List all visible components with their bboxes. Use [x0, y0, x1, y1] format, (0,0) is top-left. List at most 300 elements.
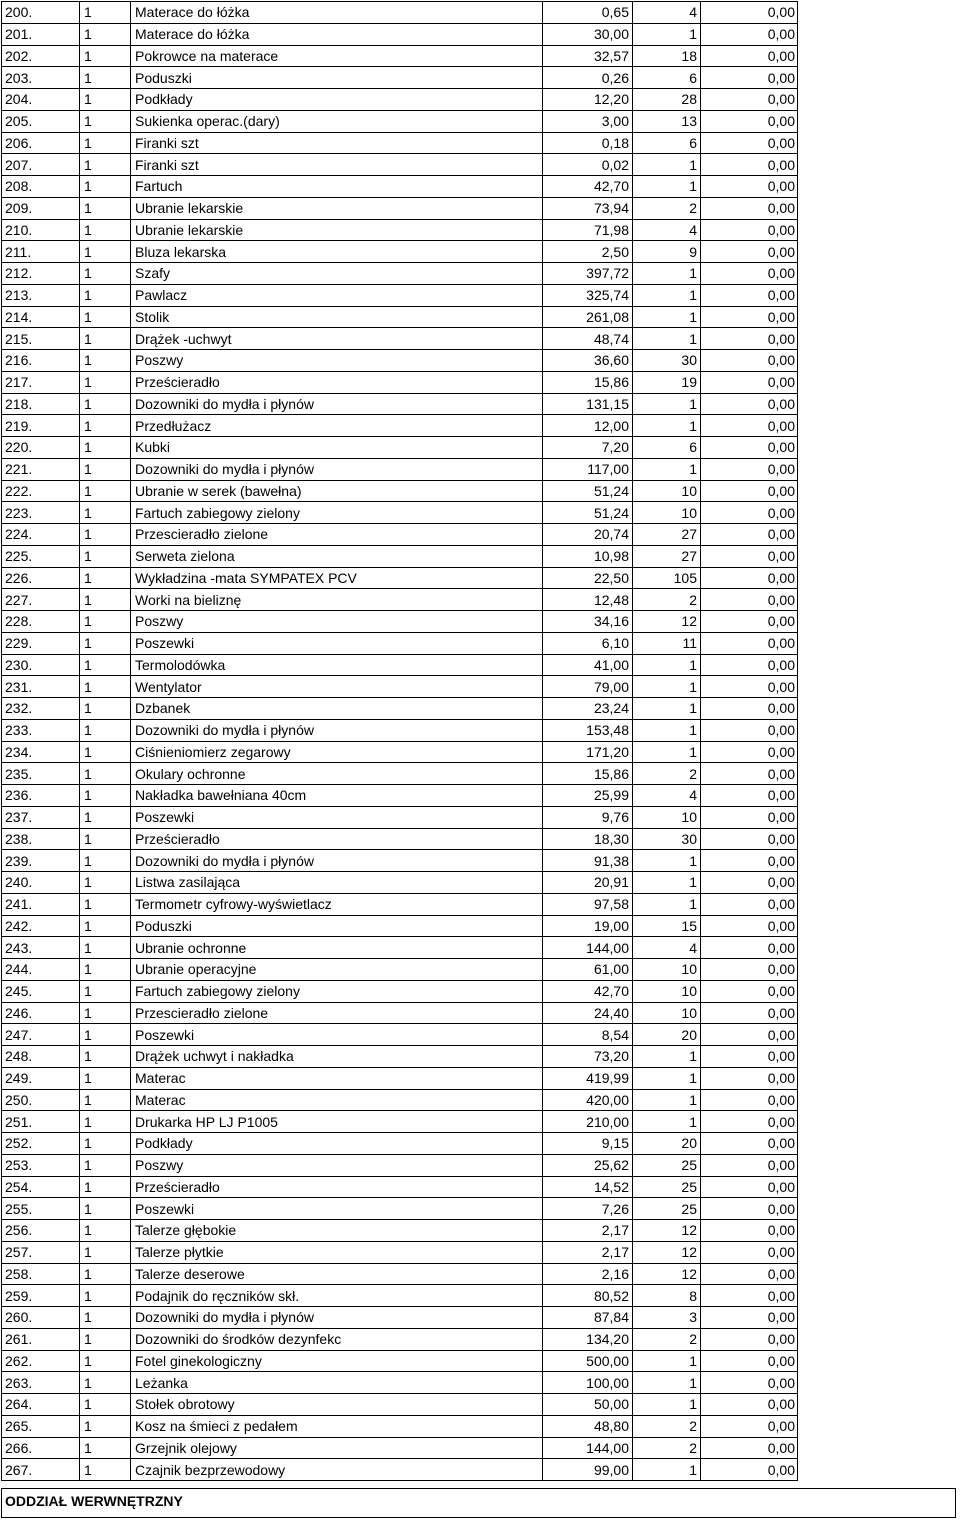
count-cell: 1: [633, 23, 701, 45]
count-cell: 10: [633, 959, 701, 981]
table-row: [2, 306, 798, 328]
item-name-cell: Drążek -uchwyt: [131, 328, 543, 350]
price-cell: 261,08: [543, 306, 633, 328]
value-cell: 0,00: [701, 719, 798, 741]
inventory-table: [1, 1, 798, 1481]
item-name-cell: Materace do łóżka: [131, 23, 543, 45]
price-cell: 22,50: [543, 567, 633, 589]
quantity-cell: 1: [80, 1394, 131, 1416]
value-cell: 0,00: [701, 241, 798, 263]
count-cell: 6: [633, 132, 701, 154]
item-name-cell: Termometr cyfrowy-wyświetlacz: [131, 893, 543, 915]
value-cell: 0,00: [701, 1241, 798, 1263]
row-number-cell: 252.: [2, 1133, 80, 1155]
price-cell: 0,02: [543, 154, 633, 176]
item-name-cell: Worki na bieliznę: [131, 589, 543, 611]
table-row: [2, 350, 798, 372]
table-row: [2, 197, 798, 219]
price-cell: 210,00: [543, 1111, 633, 1133]
price-cell: 24,40: [543, 1002, 633, 1024]
row-number-cell: 239.: [2, 850, 80, 872]
item-name-cell: Dozowniki do mydła i płynów: [131, 719, 543, 741]
item-name-cell: Firanki szt: [131, 132, 543, 154]
value-cell: 0,00: [701, 154, 798, 176]
price-cell: 48,74: [543, 328, 633, 350]
price-cell: 12,00: [543, 415, 633, 437]
item-name-cell: Firanki szt: [131, 154, 543, 176]
value-cell: 0,00: [701, 1459, 798, 1481]
value-cell: 0,00: [701, 785, 798, 807]
value-cell: 0,00: [701, 263, 798, 285]
table-row: [2, 1176, 798, 1198]
table-row: [2, 1285, 798, 1307]
count-cell: 1: [633, 328, 701, 350]
row-number-cell: 261.: [2, 1328, 80, 1350]
value-cell: 0,00: [701, 872, 798, 894]
price-cell: 144,00: [543, 937, 633, 959]
row-number-cell: 220.: [2, 437, 80, 459]
table-row: [2, 893, 798, 915]
row-number-cell: 240.: [2, 872, 80, 894]
row-number-cell: 219.: [2, 415, 80, 437]
item-name-cell: Ubranie w serek (bawełna): [131, 480, 543, 502]
price-cell: 7,26: [543, 1198, 633, 1220]
value-cell: 0,00: [701, 1046, 798, 1068]
table-row: [2, 763, 798, 785]
count-cell: 1: [633, 654, 701, 676]
count-cell: 10: [633, 1002, 701, 1024]
row-number-cell: 212.: [2, 263, 80, 285]
quantity-cell: 1: [80, 1437, 131, 1459]
value-cell: 0,00: [701, 567, 798, 589]
table-row: [2, 1198, 798, 1220]
row-number-cell: 222.: [2, 480, 80, 502]
row-number-cell: 206.: [2, 132, 80, 154]
price-cell: 42,70: [543, 980, 633, 1002]
row-number-cell: 265.: [2, 1415, 80, 1437]
item-name-cell: Bluza lekarska: [131, 241, 543, 263]
row-number-cell: 248.: [2, 1046, 80, 1068]
count-cell: 6: [633, 437, 701, 459]
value-cell: 0,00: [701, 371, 798, 393]
quantity-cell: 1: [80, 132, 131, 154]
price-cell: 420,00: [543, 1089, 633, 1111]
count-cell: 12: [633, 611, 701, 633]
item-name-cell: Serweta zielona: [131, 545, 543, 567]
table-row: [2, 915, 798, 937]
table-row: [2, 415, 798, 437]
count-cell: 12: [633, 1220, 701, 1242]
item-name-cell: Prześcieradło: [131, 371, 543, 393]
quantity-cell: 1: [80, 219, 131, 241]
price-cell: 99,00: [543, 1459, 633, 1481]
price-cell: 23,24: [543, 698, 633, 720]
table-row: [2, 1024, 798, 1046]
value-cell: 0,00: [701, 1111, 798, 1133]
item-name-cell: Podajnik do ręczników skł.: [131, 1285, 543, 1307]
value-cell: 0,00: [701, 176, 798, 198]
value-cell: 0,00: [701, 676, 798, 698]
price-cell: 34,16: [543, 611, 633, 633]
quantity-cell: 1: [80, 1024, 131, 1046]
count-cell: 1: [633, 1067, 701, 1089]
section-header-row: [1, 1488, 956, 1518]
count-cell: 1: [633, 263, 701, 285]
price-cell: 500,00: [543, 1350, 633, 1372]
price-cell: 71,98: [543, 219, 633, 241]
table-row: [2, 45, 798, 67]
item-name-cell: Dozowniki do mydła i płynów: [131, 393, 543, 415]
item-name-cell: Listwa zasilająca: [131, 872, 543, 894]
quantity-cell: 1: [80, 1285, 131, 1307]
quantity-cell: 1: [80, 45, 131, 67]
count-cell: 3: [633, 1307, 701, 1329]
count-cell: 25: [633, 1176, 701, 1198]
value-cell: 0,00: [701, 1154, 798, 1176]
value-cell: 0,00: [701, 654, 798, 676]
price-cell: 2,50: [543, 241, 633, 263]
table-row: [2, 850, 798, 872]
table-row: [2, 589, 798, 611]
item-name-cell: Nakładka bawełniana 40cm: [131, 785, 543, 807]
quantity-cell: 1: [80, 545, 131, 567]
row-number-cell: 205.: [2, 110, 80, 132]
row-number-cell: 216.: [2, 350, 80, 372]
quantity-cell: 1: [80, 458, 131, 480]
value-cell: 0,00: [701, 589, 798, 611]
section-title: ODDZIAŁ WERWNĘTRZNY: [5, 1493, 183, 1509]
value-cell: 0,00: [701, 937, 798, 959]
value-cell: 0,00: [701, 980, 798, 1002]
item-name-cell: Dozowniki do mydła i płynów: [131, 1307, 543, 1329]
price-cell: 134,20: [543, 1328, 633, 1350]
price-cell: 153,48: [543, 719, 633, 741]
price-cell: 30,00: [543, 23, 633, 45]
quantity-cell: 1: [80, 1133, 131, 1155]
count-cell: 1: [633, 1372, 701, 1394]
count-cell: 2: [633, 197, 701, 219]
price-cell: 171,20: [543, 741, 633, 763]
value-cell: 0,00: [701, 959, 798, 981]
row-number-cell: 249.: [2, 1067, 80, 1089]
value-cell: 0,00: [701, 219, 798, 241]
count-cell: 1: [633, 676, 701, 698]
price-cell: 20,91: [543, 872, 633, 894]
table-row: [2, 176, 798, 198]
row-number-cell: 238.: [2, 828, 80, 850]
price-cell: 2,17: [543, 1220, 633, 1242]
table-row: [2, 937, 798, 959]
item-name-cell: Przedłużacz: [131, 415, 543, 437]
quantity-cell: 1: [80, 328, 131, 350]
quantity-cell: 1: [80, 437, 131, 459]
count-cell: 1: [633, 893, 701, 915]
item-name-cell: Termolodówka: [131, 654, 543, 676]
value-cell: 0,00: [701, 110, 798, 132]
count-cell: 1: [633, 1394, 701, 1416]
table-row: [2, 611, 798, 633]
item-name-cell: Wykładzina -mata SYMPATEX PCV: [131, 567, 543, 589]
quantity-cell: 1: [80, 980, 131, 1002]
count-cell: 15: [633, 915, 701, 937]
table-row: [2, 567, 798, 589]
count-cell: 20: [633, 1133, 701, 1155]
row-number-cell: 204.: [2, 89, 80, 111]
inventory-sheet: [1, 1, 958, 1481]
price-cell: 14,52: [543, 1176, 633, 1198]
count-cell: 2: [633, 763, 701, 785]
item-name-cell: Poduszki: [131, 67, 543, 89]
item-name-cell: Drukarka HP LJ P1005: [131, 1111, 543, 1133]
value-cell: 0,00: [701, 741, 798, 763]
table-row: [2, 654, 798, 676]
count-cell: 4: [633, 2, 701, 24]
table-row: [2, 828, 798, 850]
row-number-cell: 217.: [2, 371, 80, 393]
value-cell: 0,00: [701, 698, 798, 720]
quantity-cell: 1: [80, 1415, 131, 1437]
quantity-cell: 1: [80, 676, 131, 698]
price-cell: 79,00: [543, 676, 633, 698]
value-cell: 0,00: [701, 415, 798, 437]
price-cell: 25,99: [543, 785, 633, 807]
price-cell: 0,18: [543, 132, 633, 154]
quantity-cell: 1: [80, 632, 131, 654]
table-row: [2, 67, 798, 89]
count-cell: 2: [633, 589, 701, 611]
table-row: [2, 1002, 798, 1024]
row-number-cell: 255.: [2, 1198, 80, 1220]
quantity-cell: 1: [80, 1220, 131, 1242]
item-name-cell: Stolik: [131, 306, 543, 328]
price-cell: 9,76: [543, 806, 633, 828]
item-name-cell: Kosz na śmieci z pedałem: [131, 1415, 543, 1437]
count-cell: 2: [633, 1415, 701, 1437]
item-name-cell: Ubranie lekarskie: [131, 197, 543, 219]
quantity-cell: 1: [80, 654, 131, 676]
row-number-cell: 250.: [2, 1089, 80, 1111]
count-cell: 4: [633, 937, 701, 959]
count-cell: 4: [633, 785, 701, 807]
value-cell: 0,00: [701, 393, 798, 415]
row-number-cell: 236.: [2, 785, 80, 807]
count-cell: 10: [633, 480, 701, 502]
row-number-cell: 201.: [2, 23, 80, 45]
row-number-cell: 235.: [2, 763, 80, 785]
count-cell: 1: [633, 719, 701, 741]
quantity-cell: 1: [80, 828, 131, 850]
quantity-cell: 1: [80, 1350, 131, 1372]
item-name-cell: Przescieradło zielone: [131, 524, 543, 546]
quantity-cell: 1: [80, 1046, 131, 1068]
quantity-cell: 1: [80, 1372, 131, 1394]
row-number-cell: 203.: [2, 67, 80, 89]
price-cell: 8,54: [543, 1024, 633, 1046]
row-number-cell: 245.: [2, 980, 80, 1002]
row-number-cell: 208.: [2, 176, 80, 198]
value-cell: 0,00: [701, 197, 798, 219]
table-row: [2, 1307, 798, 1329]
table-row: [2, 1241, 798, 1263]
row-number-cell: 209.: [2, 197, 80, 219]
count-cell: 12: [633, 1263, 701, 1285]
table-row: [2, 1046, 798, 1068]
row-number-cell: 225.: [2, 545, 80, 567]
item-name-cell: Fartuch: [131, 176, 543, 198]
item-name-cell: Pawlacz: [131, 284, 543, 306]
item-name-cell: Prześcieradło: [131, 1176, 543, 1198]
table-row: [2, 1111, 798, 1133]
count-cell: 1: [633, 306, 701, 328]
value-cell: 0,00: [701, 545, 798, 567]
price-cell: 48,80: [543, 1415, 633, 1437]
price-cell: 397,72: [543, 263, 633, 285]
count-cell: 1: [633, 872, 701, 894]
quantity-cell: 1: [80, 959, 131, 981]
item-name-cell: Poszewki: [131, 1024, 543, 1046]
table-row: [2, 719, 798, 741]
table-row: [2, 741, 798, 763]
quantity-cell: 1: [80, 915, 131, 937]
table-row: [2, 371, 798, 393]
quantity-cell: 1: [80, 1067, 131, 1089]
quantity-cell: 1: [80, 176, 131, 198]
table-row: [2, 1459, 798, 1481]
row-number-cell: 266.: [2, 1437, 80, 1459]
row-number-cell: 244.: [2, 959, 80, 981]
item-name-cell: Czajnik bezprzewodowy: [131, 1459, 543, 1481]
row-number-cell: 226.: [2, 567, 80, 589]
price-cell: 0,65: [543, 2, 633, 24]
price-cell: 51,24: [543, 480, 633, 502]
quantity-cell: 1: [80, 1002, 131, 1024]
row-number-cell: 202.: [2, 45, 80, 67]
row-number-cell: 263.: [2, 1372, 80, 1394]
row-number-cell: 233.: [2, 719, 80, 741]
table-row: [2, 872, 798, 894]
price-cell: 0,26: [543, 67, 633, 89]
quantity-cell: 1: [80, 589, 131, 611]
value-cell: 0,00: [701, 524, 798, 546]
count-cell: 4: [633, 219, 701, 241]
value-cell: 0,00: [701, 828, 798, 850]
quantity-cell: 1: [80, 1328, 131, 1350]
price-cell: 36,60: [543, 350, 633, 372]
row-number-cell: 229.: [2, 632, 80, 654]
row-number-cell: 246.: [2, 1002, 80, 1024]
price-cell: 419,99: [543, 1067, 633, 1089]
item-name-cell: Poszwy: [131, 611, 543, 633]
quantity-cell: 1: [80, 719, 131, 741]
value-cell: 0,00: [701, 850, 798, 872]
value-cell: 0,00: [701, 23, 798, 45]
price-cell: 15,86: [543, 371, 633, 393]
quantity-cell: 1: [80, 284, 131, 306]
quantity-cell: 1: [80, 1241, 131, 1263]
price-cell: 9,15: [543, 1133, 633, 1155]
row-number-cell: 262.: [2, 1350, 80, 1372]
count-cell: 27: [633, 545, 701, 567]
count-cell: 1: [633, 698, 701, 720]
value-cell: 0,00: [701, 1024, 798, 1046]
item-name-cell: Przescieradło zielone: [131, 1002, 543, 1024]
count-cell: 2: [633, 1328, 701, 1350]
row-number-cell: 227.: [2, 589, 80, 611]
table-row: [2, 959, 798, 981]
row-number-cell: 230.: [2, 654, 80, 676]
row-number-cell: 200.: [2, 2, 80, 24]
table-row: [2, 676, 798, 698]
count-cell: 105: [633, 567, 701, 589]
quantity-cell: 1: [80, 415, 131, 437]
table-row: [2, 980, 798, 1002]
table-row: [2, 132, 798, 154]
table-row: [2, 785, 798, 807]
count-cell: 25: [633, 1154, 701, 1176]
table-row: [2, 154, 798, 176]
table-row: [2, 502, 798, 524]
quantity-cell: 1: [80, 67, 131, 89]
row-number-cell: 237.: [2, 806, 80, 828]
item-name-cell: Poduszki: [131, 915, 543, 937]
table-row: [2, 480, 798, 502]
count-cell: 12: [633, 1241, 701, 1263]
value-cell: 0,00: [701, 893, 798, 915]
table-row: [2, 1089, 798, 1111]
price-cell: 25,62: [543, 1154, 633, 1176]
quantity-cell: 1: [80, 306, 131, 328]
count-cell: 1: [633, 1350, 701, 1372]
table-row: [2, 393, 798, 415]
quantity-cell: 1: [80, 611, 131, 633]
table-row: [2, 1372, 798, 1394]
price-cell: 50,00: [543, 1394, 633, 1416]
count-cell: 6: [633, 67, 701, 89]
value-cell: 0,00: [701, 1372, 798, 1394]
table-row: [2, 328, 798, 350]
count-cell: 18: [633, 45, 701, 67]
quantity-cell: 1: [80, 524, 131, 546]
quantity-cell: 1: [80, 154, 131, 176]
table-row: [2, 1263, 798, 1285]
count-cell: 2: [633, 1437, 701, 1459]
price-cell: 100,00: [543, 1372, 633, 1394]
row-number-cell: 253.: [2, 1154, 80, 1176]
row-number-cell: 260.: [2, 1307, 80, 1329]
count-cell: 10: [633, 980, 701, 1002]
price-cell: 51,24: [543, 502, 633, 524]
item-name-cell: Grzejnik olejowy: [131, 1437, 543, 1459]
item-name-cell: Fartuch zabiegowy zielony: [131, 502, 543, 524]
quantity-cell: 1: [80, 263, 131, 285]
value-cell: 0,00: [701, 67, 798, 89]
quantity-cell: 1: [80, 1198, 131, 1220]
item-name-cell: Talerze deserowe: [131, 1263, 543, 1285]
row-number-cell: 214.: [2, 306, 80, 328]
item-name-cell: Dozowniki do środków dezynfekc: [131, 1328, 543, 1350]
table-row: [2, 1220, 798, 1242]
price-cell: 87,84: [543, 1307, 633, 1329]
item-name-cell: Fotel ginekologiczny: [131, 1350, 543, 1372]
row-number-cell: 264.: [2, 1394, 80, 1416]
value-cell: 0,00: [701, 1198, 798, 1220]
row-number-cell: 256.: [2, 1220, 80, 1242]
table-row: [2, 2, 798, 24]
item-name-cell: Pokrowce na materace: [131, 45, 543, 67]
quantity-cell: 1: [80, 893, 131, 915]
count-cell: 8: [633, 1285, 701, 1307]
item-name-cell: Prześcieradło: [131, 828, 543, 850]
